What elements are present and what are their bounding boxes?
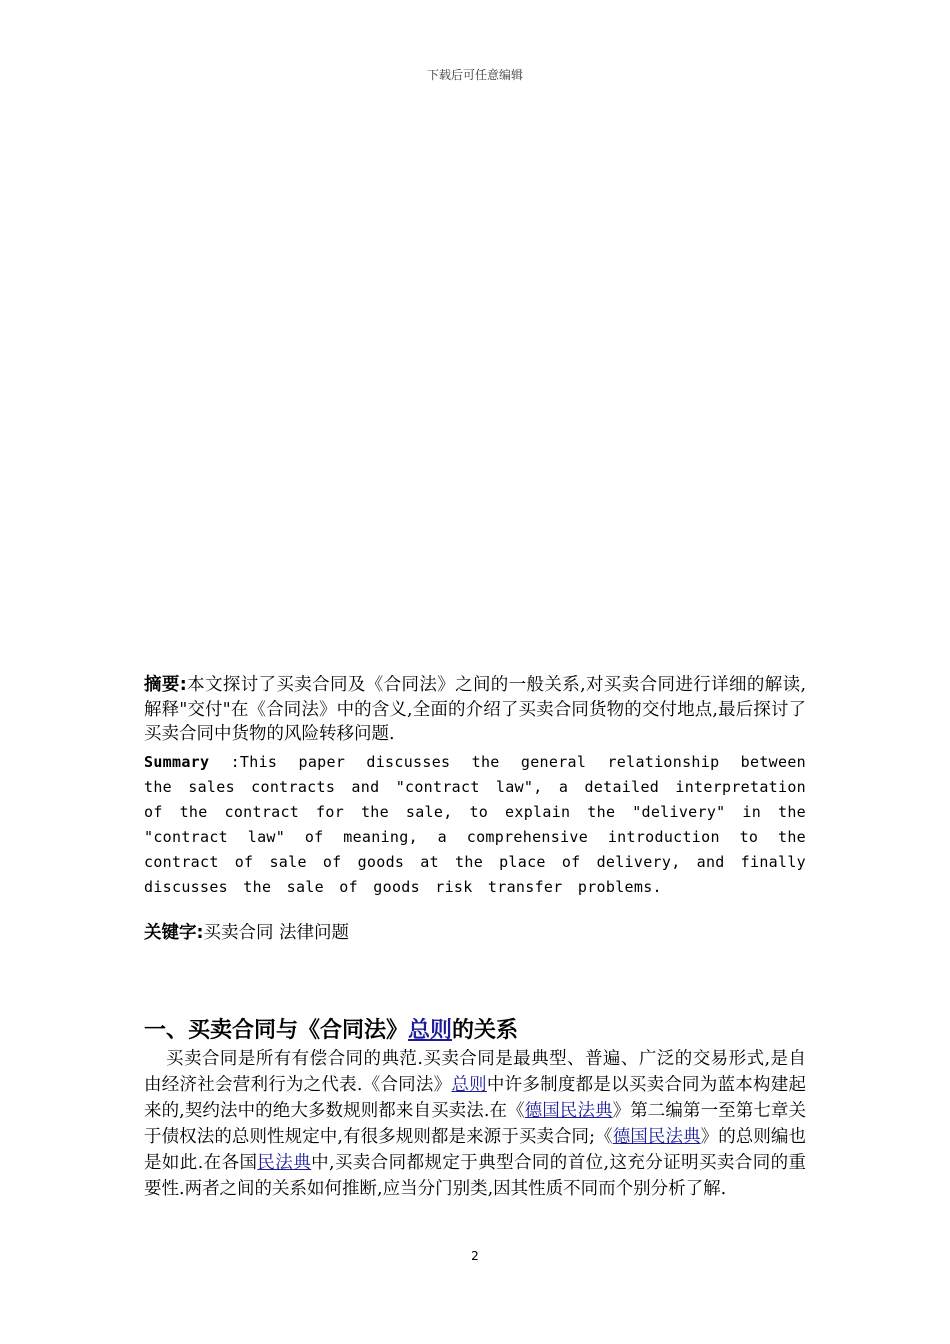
section-heading-part2: 的关系 [452,1018,519,1043]
section-body-paragraph [144,1046,806,1202]
summary-text: :This paper discusses the general relationship between the sales contracts and "contract law", a detailed interpretation of the contract for the sale, to explain the "delivery" in the "contract law" of meaning, a comprehensive introduction to the contract of sale of goods at the place of delivery, and finally discusses the sale of goods risk transfer problems. [144,753,806,896]
german-civil-code-link[interactable]: 德国民法典 [612,1127,701,1147]
abstract-paragraph [144,673,806,747]
keywords-line [144,920,806,946]
general-provisions-link[interactable]: 总则 [451,1075,487,1095]
body-text-4: 》的总则编也是如此.在各国 [144,1127,807,1173]
abstract-label: 摘要: [144,675,187,695]
body-text-2: 中许多制度都是以买卖合同为蓝本构建起来的,契约法中的绝大多数规则都来自买卖法.在《 [144,1075,807,1121]
page-number: 2 [471,1249,479,1263]
civil-code-link[interactable]: 民法典 [257,1153,312,1173]
summary-label: Summary [144,753,210,771]
german-civil-code-link[interactable]: 德国民法典 [524,1101,613,1121]
body-text-3: 》第二编第一至第七章关于债权法的总则性规定中,有很多规则都是来源于买卖合同;《 [144,1101,807,1147]
summary-paragraph [144,750,806,900]
section-heading [144,1016,806,1046]
section-heading-part1: 一、买卖合同与《合同法》 [144,1018,409,1043]
keywords-label: 关键字: [144,923,204,943]
keywords-text: 买卖合同 法律问题 [203,923,350,943]
body-text-5: 中,买卖合同都规定于典型合同的首位,这充分证明买卖合同的重要性.两者之间的关系如何推断,应当分门别类,因其性质不同而个别分析了解. [144,1153,807,1199]
page-header: 下载后可任意编辑 [426,68,523,82]
general-provisions-link[interactable]: 总则 [408,1018,453,1043]
body-text-1: 买卖合同是所有有偿合同的典范.买卖合同是最典型、普遍、广泛的交易形式,是自由经济社会营利行为之代表.《合同法》 [144,1049,806,1095]
abstract-text: 本文探讨了买卖合同及《合同法》之间的一般关系,对买卖合同进行详细的解读,解释"交付"在《合同法》中的含义,全面的介绍了买卖合同货物的交付地点,最后探讨了买卖合同中货物的风险转移问题. [144,675,807,744]
